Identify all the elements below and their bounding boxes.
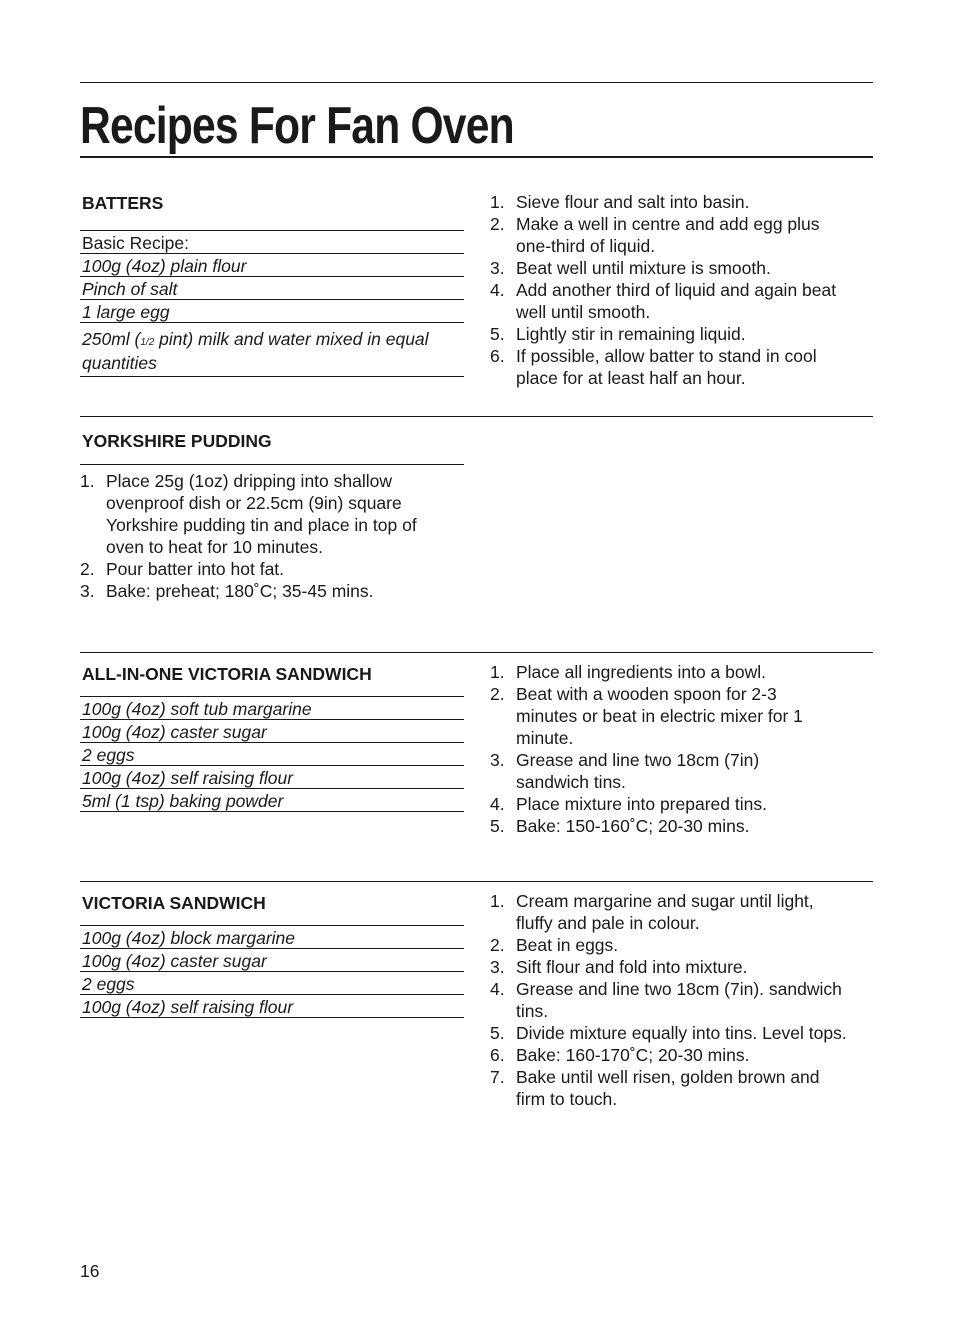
ingredient-item: 5ml (1 tsp) baking powder (80, 788, 464, 812)
method-steps (80, 470, 450, 602)
step-item: 2. Pour batter into hot fat. (80, 559, 285, 579)
ingredient-item: 100g (4oz) self raising flour (80, 765, 464, 788)
step-item: 5. Bake: 150-160˚C; 20-30 mins. (490, 816, 750, 836)
fraction: 1/2 (140, 337, 155, 348)
section-heading: YORKSHIRE PUDDING (82, 431, 272, 451)
section-heading: VICTORIA SANDWICH (82, 893, 266, 913)
method-steps (490, 661, 830, 837)
section-divider (80, 416, 873, 417)
step-item: 3. Grease and line two 18cm (7in) sandwich tins. (490, 750, 760, 792)
ingredient-list (80, 230, 464, 377)
step-item: 1. Place 25g (1oz) dripping into shallow ovenproof dish or 22.5cm (9in) square Yorkshire pudding tin and place in top of oven to heat for 10 minutes. (80, 471, 417, 557)
step-item: 2. Beat in eggs. (490, 935, 619, 955)
section-heading: ALL-IN-ONE VICTORIA SANDWICH (82, 664, 372, 684)
step-item: 3. Bake: preheat; 180˚C; 35-45 mins. (80, 581, 374, 601)
step-item: 5. Lightly stir in remaining liquid. (490, 324, 746, 344)
step-item: 4. Place mixture into prepared tins. (490, 794, 767, 814)
method-steps (490, 890, 850, 1110)
ingredient-item: Pinch of salt (80, 276, 464, 299)
title-underline (80, 156, 873, 158)
ingredient-prefix: 250ml ( (82, 329, 141, 349)
step-item: 2. Beat with a wooden spoon for 2-3 minutes or beat in electric mixer for 1 minute. (490, 684, 803, 748)
step-item: 1. Sieve flour and salt into basin. (490, 192, 750, 212)
ingredient-list (80, 696, 464, 812)
step-item: 1. Cream margarine and sugar until light, fluffy and pale in colour. (490, 891, 814, 933)
ingredient-item: 2 eggs (80, 742, 464, 765)
ingredient-item: 2 eggs (80, 971, 464, 994)
step-item: 4. Grease and line two 18cm (7in). sandwich tins. (490, 979, 842, 1021)
step-item: 2. Make a well in centre and add egg plus one-third of liquid. (490, 214, 820, 256)
ingredient-list (80, 925, 464, 1018)
step-item: 3. Sift flour and fold into mixture. (490, 957, 748, 977)
ingredient-item: 100g (4oz) plain flour (80, 253, 464, 276)
method-steps (490, 191, 850, 389)
step-item: 5. Divide mixture equally into tins. Level tops. (490, 1023, 847, 1043)
step-item: 3. Beat well until mixture is smooth. (490, 258, 771, 278)
ingredient-item: 100g (4oz) soft tub margarine (80, 696, 464, 719)
step-item: 6. If possible, allow batter to stand in cool place for at least half an hour. (490, 346, 817, 388)
section-divider (80, 881, 873, 882)
heading-underline (80, 464, 464, 465)
step-item: 6. Bake: 160-170˚C; 20-30 mins. (490, 1045, 750, 1065)
ingredient-item: 1 large egg (80, 299, 464, 322)
page-title: Recipes For Fan Oven (80, 97, 514, 155)
ingredient-item: 100g (4oz) self raising flour (80, 994, 464, 1018)
ingredient-item (80, 322, 464, 377)
page-number: 16 (80, 1261, 100, 1281)
step-item: 1. Place all ingredients into a bowl. (490, 662, 767, 682)
ingredient-suffix: pint) milk and water mixed in equal quantities (82, 329, 429, 373)
section-divider (80, 652, 873, 653)
section-heading: BATTERS (82, 193, 164, 213)
ingredient-item: 100g (4oz) block margarine (80, 925, 464, 948)
step-item: 4. Add another third of liquid and again beat well until smooth. (490, 280, 837, 322)
top-rule (80, 82, 873, 83)
ingredient-item: Basic Recipe: (80, 230, 464, 253)
step-item: 7. Bake until well risen, golden brown and firm to touch. (490, 1067, 820, 1109)
ingredient-item: 100g (4oz) caster sugar (80, 719, 464, 742)
ingredient-item: 100g (4oz) caster sugar (80, 948, 464, 971)
